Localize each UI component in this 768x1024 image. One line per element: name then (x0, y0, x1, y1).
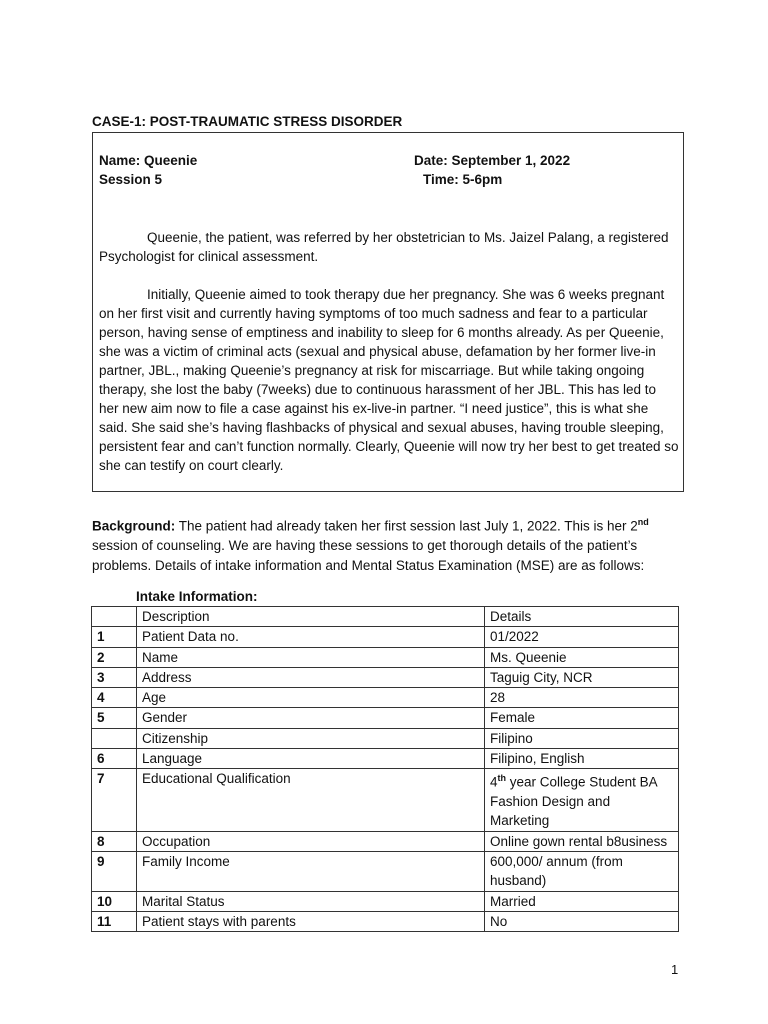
row-details: Married (485, 891, 679, 911)
table-row (92, 852, 679, 892)
table-row (92, 667, 679, 687)
table-header-row (92, 607, 679, 627)
row-number: 2 (92, 647, 137, 667)
table-row (92, 627, 679, 647)
row-details: Online gown rental b8usiness (485, 831, 679, 851)
table-row (92, 749, 679, 769)
row-details: Ms. Queenie (485, 647, 679, 667)
row-description: Name (137, 647, 485, 667)
table-row (92, 647, 679, 667)
header-details: Details (485, 607, 679, 627)
row-description: Language (137, 749, 485, 769)
row-description: Marital Status (137, 891, 485, 911)
row-description: Patient Data no. (137, 627, 485, 647)
row-description: Citizenship (137, 728, 485, 748)
session-number: Session 5 (99, 172, 163, 187)
row-number: 10 (92, 891, 137, 911)
row-number: 1 (92, 627, 137, 647)
row-description: Gender (137, 708, 485, 728)
background-paragraph (92, 513, 692, 575)
row-description: Family Income (137, 852, 485, 892)
row-number (92, 728, 137, 748)
row-details: No (485, 911, 679, 931)
row-details: Female (485, 708, 679, 728)
table-row (92, 891, 679, 911)
table-row (92, 708, 679, 728)
table-row (92, 769, 679, 831)
background-label: Background: (92, 518, 176, 534)
details-sup: th (497, 773, 507, 784)
case-description-paragraph: Initially, Queenie aimed to took therapy due her pregnancy. She was 6 weeks pregnant on her first visit and currently having symptoms of too much sadness and fear to a particular person, having sense of emptiness and inability to sleep for 6 months already. As per Queenie, she was a victim of criminal acts (sexual and physical abuse, defamation by her former live-in partner, JBL., making Queenie’s pregnancy at risk for miscarriage. But while taking ongoing therapy, she lost the baby (7weeks) due to continuous harassment of her JBL. This has led to her new aim now to file a case against his ex-live-in partner. “I need justice”, this is what she said. She said she’s having flashbacks of physical and sexual abuses, having trouble sleeping, persistent fear and can’t function normally. Clearly, Queenie will now try her best to get treated so she can testify on court clearly. (99, 287, 679, 473)
table-row (92, 728, 679, 748)
row-number: 3 (92, 667, 137, 687)
page-number: 1 (671, 962, 679, 977)
intake-title: Intake Information: (136, 589, 258, 604)
row-details: Filipino, English (485, 749, 679, 769)
row-details: Filipino (485, 728, 679, 748)
patient-name: Name: Queenie (99, 153, 198, 168)
background-text-1: The patient had already taken her first session last July 1, 2022. This is her 2 (175, 518, 638, 534)
row-details: 01/2022 (485, 627, 679, 647)
row-description: Age (137, 688, 485, 708)
row-description: Occupation (137, 831, 485, 851)
row-number: 4 (92, 688, 137, 708)
details-prefix: 4 (490, 774, 498, 790)
row-number: 5 (92, 708, 137, 728)
case-title: CASE-1: POST-TRAUMATIC STRESS DISORDER (92, 114, 403, 129)
case-summary-box (92, 132, 684, 492)
table-row (92, 688, 679, 708)
referral-paragraph: Queenie, the patient, was referred by her obstetrician to Ms. Jaizel Palang, a registered Psychologist for clinical assessment. (99, 230, 669, 264)
row-details: 28 (485, 688, 679, 708)
row-details: 600,000/ annum (from husband) (485, 852, 679, 892)
table-row (92, 831, 679, 851)
session-time: Time: 5-6pm (423, 172, 503, 187)
row-number: 11 (92, 911, 137, 931)
row-details: Taguig City, NCR (485, 667, 679, 687)
row-description: Patient stays with parents (137, 911, 485, 931)
row-number: 6 (92, 749, 137, 769)
intake-table (91, 606, 679, 932)
header-description: Description (137, 607, 485, 627)
background-text-2: session of counseling. We are having these sessions to get thorough details of the patient’s problems. Details of intake information and Mental Status Examination (MSE) are as follows: (92, 538, 645, 573)
details-text: year College Student BA Fashion Design and Marketing (490, 774, 657, 829)
row-description: Address (137, 667, 485, 687)
row-details (485, 769, 679, 831)
row-number: 8 (92, 831, 137, 851)
table-row (92, 911, 679, 931)
row-description: Educational Qualification (137, 769, 485, 831)
row-number: 7 (92, 769, 137, 831)
background-sup: nd (637, 517, 649, 527)
header-no (92, 607, 137, 627)
session-date: Date: September 1, 2022 (414, 153, 571, 168)
row-number: 9 (92, 852, 137, 892)
